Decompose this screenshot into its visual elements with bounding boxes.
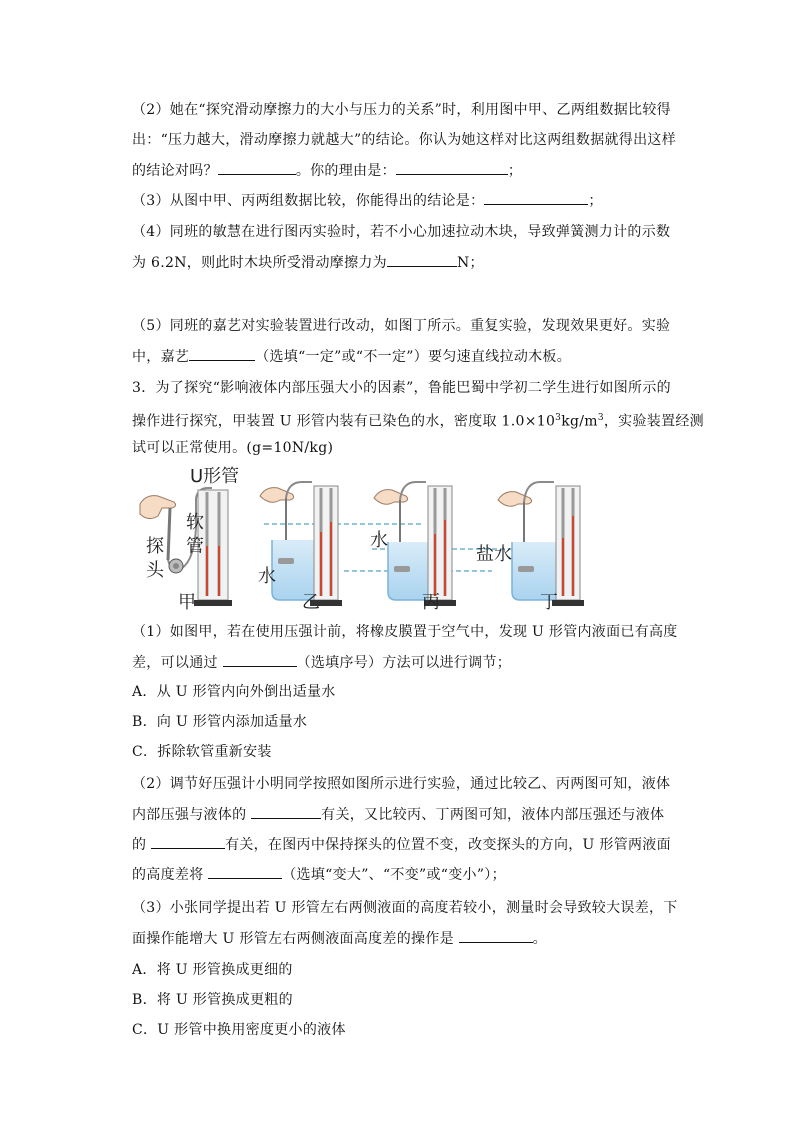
q2-part2-text-b: 。你的理由是： [295, 163, 396, 179]
answer-blank-reason[interactable] [396, 160, 508, 175]
q2-part2-text-c: ； [507, 163, 523, 179]
q2-part4-text-b: N； [456, 255, 484, 271]
label-water-yi: 水 [258, 566, 276, 587]
q2-part5-line1: （5）同班的嘉艺对实验装置进行改动，如图丁所示。重复实验，发现效果更好。实验 [132, 318, 671, 334]
q3-text-a: 操作进行探究，甲装置 U 形管内装有已染色的水，密度取 1.0×10 [132, 413, 556, 430]
q2-part4-line1: （4）同班的敏慧在进行图丙实验时，若不小心加速拉动木块，导致弹簧测力计的示数 [132, 224, 671, 240]
label-yi: 乙 [302, 592, 320, 613]
q2-part2-line1: （2）她在“探究滑动摩擦力的大小与压力的关系”时，利用图中甲、乙两组数据比较得 [132, 102, 671, 118]
q3-part1-text-a: 差，可以通过 [132, 655, 223, 671]
q3-part2-text-f: （选填“变大”、“不变”或“变小”）； [282, 867, 506, 883]
answer-blank-correctness[interactable] [218, 160, 296, 175]
label-water-bing: 水 [370, 530, 388, 551]
q3-text-b: kg/m [561, 413, 598, 430]
q2-part5-line2 [132, 346, 571, 367]
answer-blank-density[interactable] [151, 834, 225, 849]
q2-part5-text-a: 中，嘉艺 [132, 349, 190, 365]
q3-sup1: 3 [555, 413, 562, 423]
label-jia: 甲 [178, 592, 196, 613]
q3-part1-text-b: （选填序号）方法可以进行调节； [296, 655, 512, 671]
q3-text-c: ，实验装置经测 [603, 413, 704, 430]
answer-blank-height-change[interactable] [208, 864, 282, 879]
q3-part1-line2 [132, 652, 511, 673]
label-ding: 丁 [540, 592, 558, 613]
label-soft-tube-1: 软 [186, 512, 204, 533]
pressure-gauge-figure [132, 462, 662, 614]
q3-part2-text-d: 有关，在图丙中保持探头的位置不变，改变探头的方向，U 形管两液面 [225, 837, 671, 853]
q3-part3-option-b: B．将 U 形管换成更粗的 [132, 992, 293, 1008]
q3-part3-text-a: 面操作能增大 U 形管左右两侧液面高度差的操作是 [132, 931, 459, 947]
q3-part2-line4 [132, 864, 506, 885]
q3-line3: 试可以正常使用。(g=10N/kg) [132, 440, 334, 456]
q2-part2-line3 [132, 160, 522, 181]
q3-part2-line3 [132, 834, 671, 855]
q2-part3-text-a: （3）从图中甲、丙两组数据比较，你能得出的结论是： [132, 193, 485, 209]
q2-part3-line [132, 190, 603, 211]
q3-part2-text-c: 的 [132, 837, 152, 853]
q3-part1-line1: （1）如图甲，若在使用压强计前，将橡皮膜置于空气中，发现 U 形管内液面已有高度 [132, 624, 678, 640]
q2-part4-line2 [132, 252, 484, 273]
q3-part3-text-b: 。 [532, 931, 547, 947]
q3-part1-option-b: B．向 U 形管内添加适量水 [132, 714, 308, 730]
q3-part3-line1: （3）小张同学提出若 U 形管左右两侧液面的高度若较小，测量时会导致较大误差，下 [132, 900, 678, 916]
label-bing: 丙 [422, 592, 440, 613]
q3-line2 [132, 408, 704, 432]
q3-part1-option-a: A．从 U 形管内向外倒出适量水 [132, 684, 336, 700]
answer-blank-uniform[interactable] [189, 346, 255, 361]
q3-part3-line2 [132, 928, 547, 949]
q2-part2-line2: 出：“压力越大，滑动摩擦力就越大”的结论。你认为她这样对比这两组数据就得出这样 [132, 132, 677, 148]
answer-blank-operation[interactable] [459, 928, 533, 943]
label-soft-tube-2: 管 [186, 536, 204, 557]
q3-part1-option-c: C．拆除软管重新安装 [132, 744, 272, 760]
q3-part2-text-a: 内部压强与液体的 [132, 807, 252, 823]
label-u-tube: U形管 [190, 466, 240, 487]
apparatus-yi [260, 482, 342, 606]
q3-line1: 3．为了探究“影响液体内部压强大小的因素”，鲁能巴蜀中学初二学生进行如图所示的 [132, 380, 671, 396]
q3-part2-text-b: 有关，又比较丙、丁两图可知，液体内部压强还与液体 [321, 807, 665, 823]
label-salt-water: 盐水 [476, 544, 512, 565]
q3-part2-line2 [132, 804, 664, 825]
q2-part4-text-a: 为 6.2N，则此时木块所受滑动摩擦力为 [132, 255, 387, 271]
label-probe-1: 探 [146, 536, 164, 557]
answer-blank-friction[interactable] [387, 252, 457, 267]
answer-blank-conclusion[interactable] [484, 190, 588, 205]
answer-blank-depth[interactable] [251, 804, 321, 819]
answer-blank-adjust-method[interactable] [223, 652, 297, 667]
q3-part2-line1: （2）调节好压强计小明同学按照如图所示进行实验，通过比较乙、丙两图可知，液体 [132, 776, 671, 792]
q2-part5-text-b: （选填“一定”或“不一定”）要匀速直线拉动木板。 [255, 349, 572, 365]
q3-sup2: 3 [597, 413, 604, 423]
q3-part3-option-c: C．U 形管中换用密度更小的液体 [132, 1022, 346, 1038]
q2-part3-text-b: ； [588, 193, 603, 209]
q3-part3-option-a: A．将 U 形管换成更细的 [132, 962, 293, 978]
q2-part2-text-a: 的结论对吗？ [132, 163, 218, 179]
q3-part2-text-e: 的高度差将 [132, 867, 209, 883]
label-probe-2: 头 [146, 560, 164, 581]
